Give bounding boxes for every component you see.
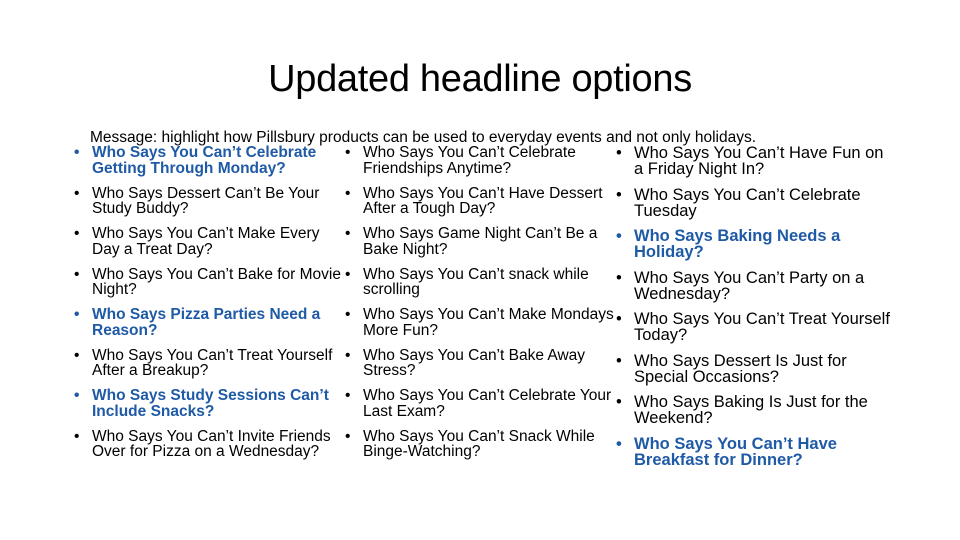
headline-item-highlighted: • Who Says You Can’t Have Breakfast for Dinner?: [614, 436, 894, 468]
headline-item: • Who Says You Can’t Make Every Day a Treat Day?: [72, 226, 347, 257]
slide-title: Updated headline options: [268, 58, 692, 100]
headline-item: • Who Says You Can’t Invite Friends Over for Pizza on a Wednesday?: [72, 429, 347, 460]
headline-item: • Who Says You Can’t Celebrate Friendships Anytime?: [343, 145, 623, 176]
headline-item: • Who Says You Can’t Have Dessert After a Tough Day?: [343, 186, 623, 217]
headline-item-highlighted: • Who Says Pizza Parties Need a Reason?: [72, 307, 347, 338]
headline-item: • Who Says You Can’t Bake for Movie Night?: [72, 267, 347, 298]
headline-item: • Who Says Dessert Can’t Be Your Study Buddy?: [72, 186, 347, 217]
headline-item: • Who Says Dessert Is Just for Special Occasions?: [614, 353, 894, 385]
headline-item-highlighted: • Who Says You Can’t Celebrate Getting Through Monday?: [72, 145, 347, 176]
headline-item: • Who Says You Can’t Make Mondays More Fun?: [343, 307, 623, 338]
headline-column-3: [614, 145, 894, 477]
headline-item: • Who Says You Can’t Bake Away Stress?: [343, 348, 623, 379]
headline-item: • Who Says You Can’t Snack While Binge-Watching?: [343, 429, 623, 460]
headline-item: • Who Says You Can’t Treat Yourself Today?: [614, 311, 894, 343]
headline-item-highlighted: • Who Says Baking Needs a Holiday?: [614, 228, 894, 260]
headline-item: • Who Says You Can’t Have Fun on a Friday Night In?: [614, 145, 894, 177]
headline-item: • Who Says Game Night Can’t Be a Bake Night?: [343, 226, 623, 257]
headline-column-2: [343, 145, 623, 469]
headline-item: • Who Says Baking Is Just for the Weekend?: [614, 394, 894, 426]
headline-column-1: [72, 145, 347, 469]
headline-item-highlighted: • Who Says Study Sessions Can’t Include Snacks?: [72, 388, 347, 419]
headline-item: • Who Says You Can’t Celebrate Tuesday: [614, 187, 894, 219]
headline-item: • Who Says You Can’t snack while scrolling: [343, 267, 623, 298]
headline-item: • Who Says You Can’t Celebrate Your Last Exam?: [343, 388, 623, 419]
message-text: Message: highlight how Pillsbury products can be used to everyday events and not only holidays.: [90, 129, 757, 146]
headline-item: • Who Says You Can’t Treat Yourself After a Breakup?: [72, 348, 347, 379]
headline-item: • Who Says You Can’t Party on a Wednesday?: [614, 270, 894, 302]
